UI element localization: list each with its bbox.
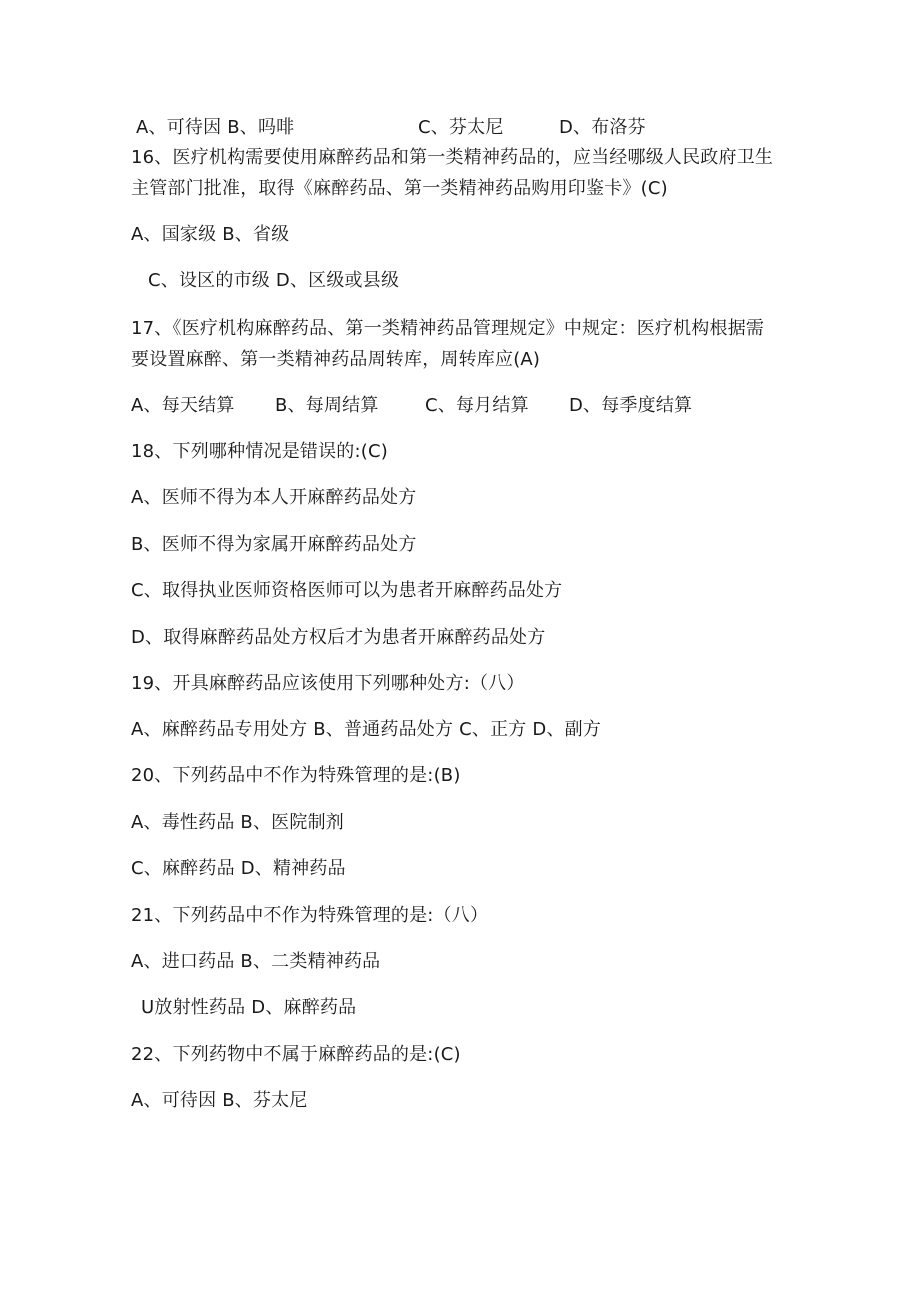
q17-option-d: D、每季度结算: [569, 395, 693, 416]
q15-option-c: C、芬太尼: [418, 117, 504, 138]
q18-option-d: D、取得麻醉药品处方权后才为患者开麻醉药品处方: [131, 627, 546, 648]
q18-option-c: C、取得执业医师资格医师可以为患者开麻醉药品处方: [131, 580, 563, 601]
q22-options-a-b: A、可待因 B、芬太尼: [131, 1090, 308, 1111]
q19-options: A、麻醉药品专用处方 B、普通药品处方 C、正方 D、副方: [131, 719, 602, 740]
q22-stem: 22、下列药物中不属于麻醉药品的是:(C): [131, 1044, 461, 1065]
q17-option-b: B、每周结算: [275, 395, 379, 416]
q18-option-a: A、医师不得为本人开麻醉药品处方: [131, 487, 417, 508]
q16-stem-line-2: 主管部门批准，取得《麻醉药品、第一类精神药品购用印鉴卡》(C): [131, 178, 668, 199]
q16-options-c-d: C、设区的市级 D、区级或县级: [148, 270, 400, 291]
q21-options-c-d: U放射性药品 D、麻醉药品: [141, 997, 357, 1018]
q18-stem: 18、下列哪种情况是错误的:(C): [131, 441, 388, 462]
q15-options-line: [0, 117, 920, 139]
q21-stem: 21、下列药品中不作为特殊管理的是:（八）: [131, 905, 489, 926]
q17-option-a: A、每天结算: [131, 395, 235, 416]
q16-stem-line-1: 16、医疗机构需要使用麻醉药品和第一类精神药品的，应当经哪级人民政府卫生: [131, 147, 774, 168]
q18-option-b: B、医师不得为家属开麻醉药品处方: [131, 534, 417, 555]
q20-options-a-b: A、毒性药品 B、医院制剂: [131, 812, 344, 833]
q17-option-c: C、每月结算: [425, 395, 529, 416]
q21-options-a-b: A、进口药品 B、二类精神药品: [131, 951, 381, 972]
q17-stem-line-2: 要设置麻醉、第一类精神药品周转库，周转库应(A): [131, 349, 541, 370]
q19-stem: 19、开具麻醉药品应该使用下列哪种处方:（八）: [131, 673, 525, 694]
q17-stem-line-1: 17、《医疗机构麻醉药品、第一类精神药品管理规定》中规定：医疗机构根据需: [131, 318, 765, 339]
q20-options-c-d: C、麻醉药品 D、精神药品: [131, 858, 346, 879]
q15-option-a-b: A、可待因 B、吗啡: [136, 117, 295, 138]
q20-stem: 20、下列药品中不作为特殊管理的是:(B): [131, 765, 461, 786]
q17-options-line: [0, 395, 920, 417]
q15-option-d: D、布洛芬: [559, 117, 646, 138]
q16-options-a-b: A、国家级 B、省级: [131, 224, 290, 245]
